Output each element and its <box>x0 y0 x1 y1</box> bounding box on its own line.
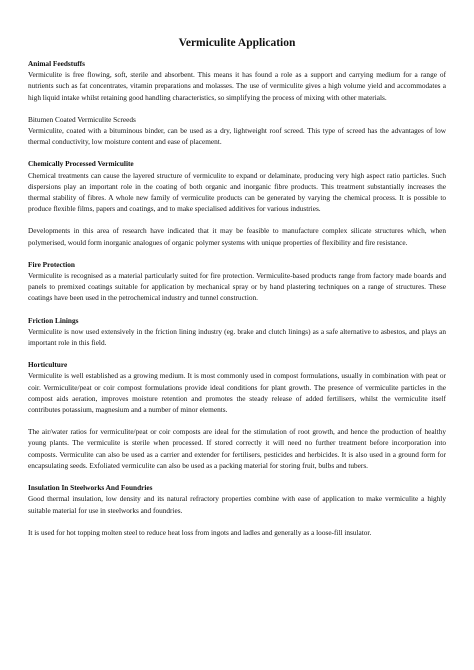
paragraph: It is used for hot topping molten steel to reduce heat loss from ingots and ladles and generally as a loose-fill insulator. <box>28 527 372 537</box>
section-bitumen-screeds <box>28 114 446 148</box>
paragraph: Chemical treatments can cause the layered structure of vermiculite to expand or delaminate, producing very high aspect ratio particles. Such dispersions play an important role in the coating of both organic and inorganic fibre products. This treatment substantially increases the thermal stability of fibres. A whole new family of vermiculite products can be generated by varying the chemical process. It is possible to produce flexible films, papers and coatings, and to make specialised additives for various industries. <box>28 170 446 214</box>
section-horticulture <box>28 359 446 471</box>
section-heading: Horticulture <box>28 360 68 370</box>
section-heading: Fire Protection <box>28 259 75 269</box>
section-heading: Insulation In Steelworks And Foundries <box>28 483 153 493</box>
section-insulation-steelworks <box>28 482 446 538</box>
section-heading: Animal Feedstuffs <box>28 59 85 68</box>
paragraph: Developments in this area of research have indicated that it may be feasible to manufacture complex silicate structures which, when polymerised, would form inorganic analogues of organic polymer systems with unique properties of flexibility and fire resistance. <box>28 226 446 247</box>
paragraph: The air/water ratios for vermiculite/peat or coir composts are ideal for the stimulation of root growth, and hence the production of healthy young plants. The vermiculite is sterile when processed. If stored correctly it will need no further treatment before incorporation into composts. Vermiculite can also be used as a carrier and extender for fertilisers, pesticides and herbicides. It is also used in a ground form for encapsulating seeds. Exfoliated vermiculite can also be used as a packing material for storing fruit, bulbs and tubers. <box>28 427 446 470</box>
section-fire-protection <box>28 259 446 304</box>
paragraph: Vermiculite is now used extensively in the friction lining industry (eg. brake and clutch linings) as a safe alternative to asbestos, and plays an important role in this field. <box>28 326 446 348</box>
page-title: Vermiculite Application <box>178 37 296 49</box>
paragraph: Vermiculite is recognised as a material particularly suited for fire protection. Vermiculite-based products range from factory made boards and panels to premixed coatings suitable for application by mechanical spray or by hand plastering techniques on a range of structures. These coatings have been used in the petrochemical industry and tunnel construction. <box>28 271 446 303</box>
paragraph: Vermiculite, coated with a bituminous binder, can be used as a dry, lightweight roof screed. This type of screed has the advantages of low thermal conductivity, low moisture content and ease of placement. <box>28 126 446 147</box>
section-heading: Chemically Processed Vermiculite <box>28 159 134 169</box>
section-heading: Friction Linings <box>28 315 79 325</box>
section-heading: Bitumen Coated Vermiculite Screeds <box>28 114 136 124</box>
section-animal-feedstuffs <box>28 58 446 103</box>
paragraph: Good thermal insulation, low density and its natural refractory properties combine with ease of application to make vermiculite a highly suitable material for use in steelworks and foundries. <box>28 494 446 515</box>
paragraph: Vermiculite is well established as a growing medium. It is most commonly used in compost formulations, usually in combination with peat or coir. Vermiculite/peat or coir compost formulations provide ideal conditions for plant growth. The presence of vermiculite particles in the compost aids aeration, improves moisture retention and promotes the steady release of added fertilisers, whilst the vermiculite itself contributes potassium, magnesium and a number of minor elements. <box>28 371 446 415</box>
section-friction-linings <box>28 315 446 349</box>
paragraph: Vermiculite is free flowing, soft, sterile and absorbent. This means it has found a role as a support and carrying medium for a range of nutrients such as fat concentrates, vitamin preparations and molasses. The use of vermiculite gives a high volume yield and accommodates a high liquid intake whilst retaining good handling characteristics, so simplifying the process of mixing with other materials. <box>28 70 446 102</box>
section-chemically-processed <box>28 158 446 247</box>
